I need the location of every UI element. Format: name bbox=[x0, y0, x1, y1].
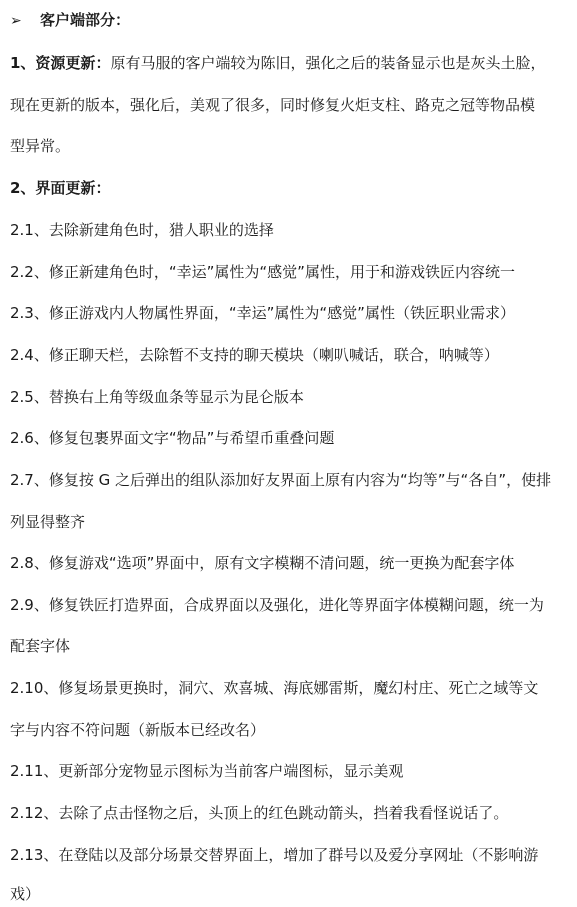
section1-line-2: 现在更新的版本，强化后，美观了很多，同时修复火炬支柱、路克之冠等物品模 bbox=[10, 96, 536, 114]
section1-text-1: 原有马服的客户端较为陈旧，强化之后的装备显示也是灰头土脸， bbox=[110, 54, 546, 72]
section2-item-2-5: 2.5、替换右上角等级血条等显示为昆仑版本 bbox=[10, 388, 304, 406]
section1-line-3: 型异常。 bbox=[10, 137, 71, 155]
client-heading bbox=[10, 10, 572, 31]
section2-item-2-8: 2.8、修复游戏“选项”界面中，原有文字模糊不清问题，统一更换为配套字体 bbox=[10, 554, 515, 572]
section2-item-2-9: 2.9、修复铁匠打造界面，合成界面以及强化，进化等界面字体模糊问题，统一为 bbox=[10, 596, 544, 614]
section2-item-2-13: 2.13、在登陆以及部分场景交替界面上，增加了群号以及爱分享网址（不影响游 bbox=[10, 846, 539, 864]
section2-item-2-2: 2.2、修正新建角色时，“幸运”属性为“感觉”属性，用于和游戏铁匠内容统一 bbox=[10, 263, 515, 281]
section2-item-2-7-cont: 列显得整齐 bbox=[10, 513, 86, 531]
section2-heading: 2、界面更新： bbox=[10, 179, 111, 197]
arrow-bullet-icon: ➢ bbox=[10, 13, 22, 29]
section2-item-2-3: 2.3、修正游戏内人物属性界面，“幸运”属性为“感觉”属性（铁匠职业需求） bbox=[10, 304, 515, 322]
client-heading-text: 客户端部分： bbox=[40, 11, 131, 29]
section2-item-2-1: 2.1、去除新建角色时，猎人职业的选择 bbox=[10, 221, 274, 239]
section2-item-2-4: 2.4、修正聊天栏，去除暂不支持的聊天模块（喇叭喊话，联合，呐喊等） bbox=[10, 346, 499, 364]
section2-item-2-6: 2.6、修复包裹界面文字“物品”与希望币重叠问题 bbox=[10, 429, 335, 447]
section1-line-1 bbox=[10, 53, 572, 73]
section2-item-2-11: 2.11、更新部分宠物显示图标为当前客户端图标，显示美观 bbox=[10, 762, 404, 780]
section2-item-2-10-cont: 字与内容不符问题（新版本已经改名） bbox=[10, 721, 266, 739]
section2-item-2-10: 2.10、修复场景更换时，洞穴、欢喜城、海底娜雷斯，魔幻村庄、死亡之域等文 bbox=[10, 679, 539, 697]
section2-item-2-9-cont: 配套字体 bbox=[10, 637, 71, 655]
section1-label: 1、资源更新： bbox=[10, 54, 111, 72]
section2-item-2-13-cont: 戏） bbox=[10, 885, 41, 903]
section2-item-2-12: 2.12、去除了点击怪物之后，头顶上的红色跳动箭头，挡着我看怪说话了。 bbox=[10, 804, 509, 822]
section2-item-2-7: 2.7、修复按 G 之后弹出的组队添加好友界面上原有内容为“均等”与“各自”，使排 bbox=[10, 471, 552, 489]
